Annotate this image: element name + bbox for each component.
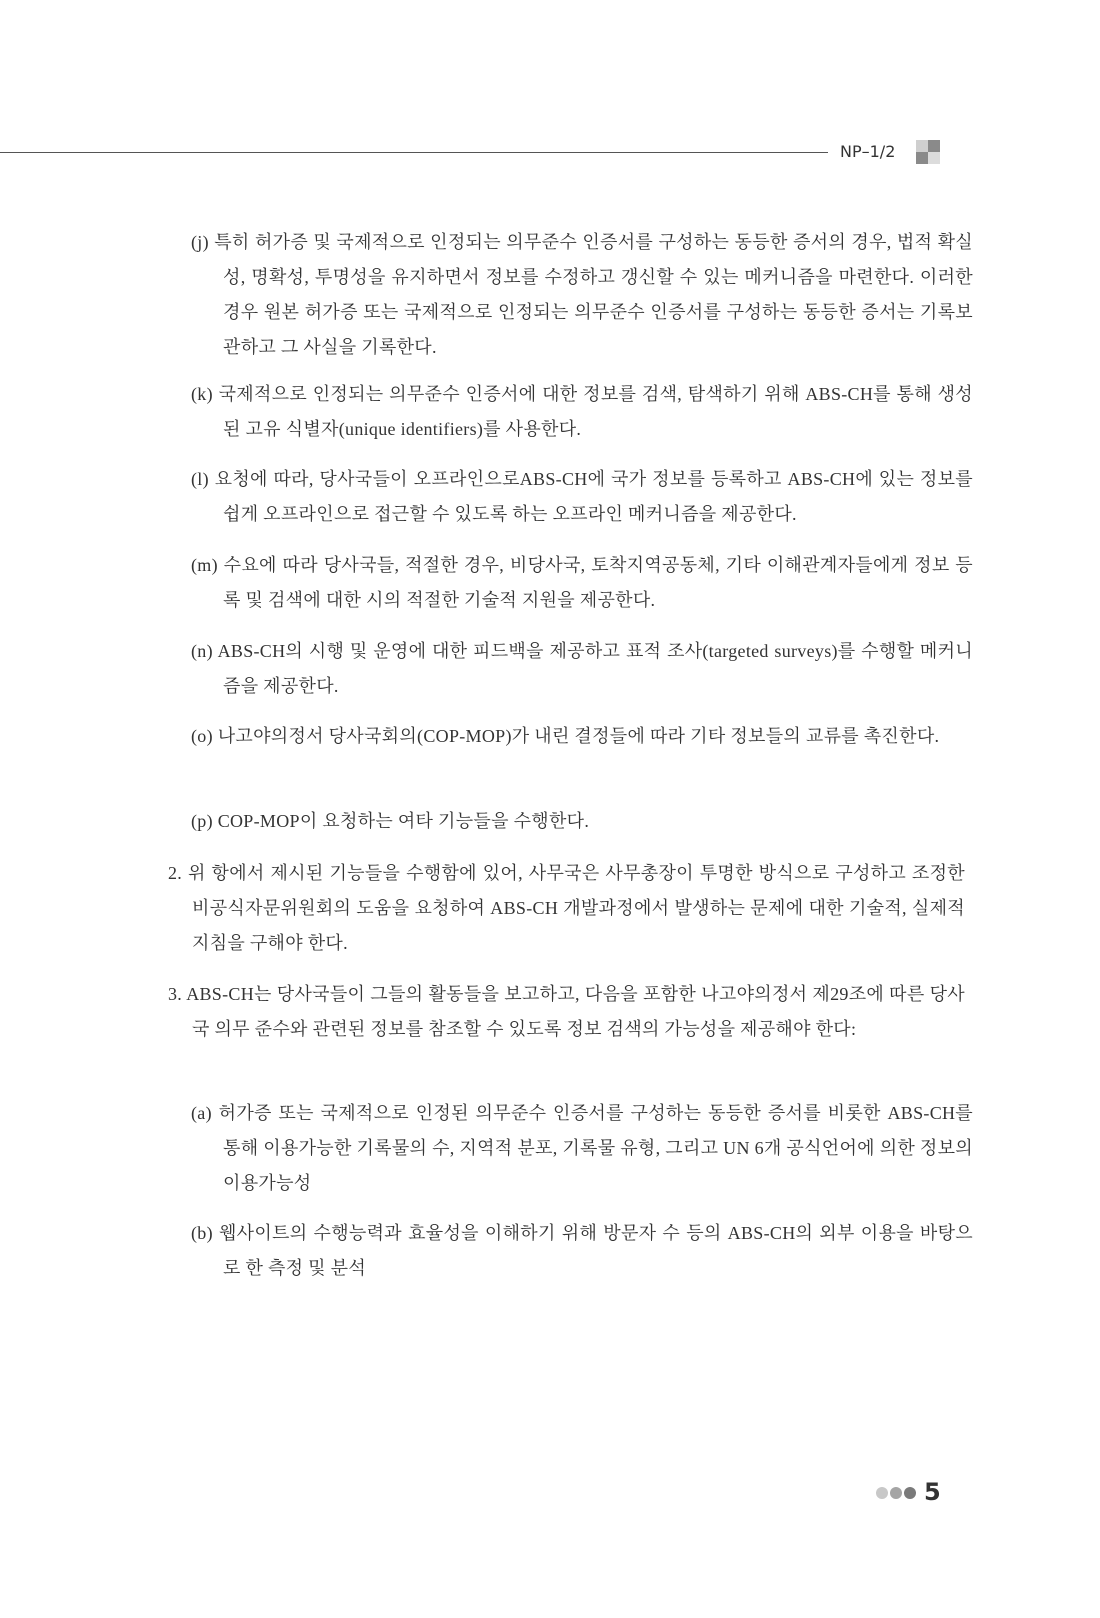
page-number-group bbox=[876, 1474, 946, 1510]
clause-n: (n) ABS-CH의 시행 및 운영에 대한 피드백을 제공하고 표적 조사(targeted surveys)를 수행할 메커니즘을 제공한다. bbox=[191, 641, 973, 696]
document-code: NP–1/2 bbox=[840, 142, 896, 161]
clause-3a: (a) 허가증 또는 국제적으로 인정된 의무준수 인증서를 구성하는 동등한 증서를 비롯한 ABS-CH를 통해 이용가능한 기록물의 수, 지역적 분포, 기록물 유형, 그리고 UN 6개 공식언어에 의한 정보의 이용가능성 bbox=[191, 1103, 973, 1193]
clause-3b: (b) 웹사이트의 수행능력과 효율성을 이해하기 위해 방문자 수 등의 ABS-CH의 외부 이용을 바탕으로 한 측정 및 분석 bbox=[191, 1223, 973, 1278]
page-number: 5 bbox=[924, 1478, 941, 1506]
clause-o: (o) 나고야의정서 당사국회의(COP-MOP)가 내린 결정들에 따라 기타 정보들의 교류를 촉진한다. bbox=[191, 726, 940, 746]
footer-dot-icon bbox=[904, 1487, 916, 1499]
section-2: 2. 위 항에서 제시된 기능들을 수행함에 있어, 사무국은 사무총장이 투명한 방식으로 구성하고 조정한 비공식자문위원회의 도움을 요청하여 ABS-CH 개발과정에서 발생하는 문제에 대한 기술적, 실제적 지침을 구해야 한다. bbox=[168, 863, 965, 953]
clause-k: (k) 국제적으로 인정되는 의무준수 인증서에 대한 정보를 검색, 탐색하기 위해 ABS-CH를 통해 생성된 고유 식별자(unique identifiers)를 사용한다. bbox=[191, 384, 973, 439]
section-3: 3. ABS-CH는 당사국들이 그들의 활동들을 보고하고, 다음을 포함한 나고야의정서 제29조에 따른 당사국 의무 준수와 관련된 정보를 참조할 수 있도록 정보 검색의 가능성을 제공해야 한다: bbox=[168, 984, 965, 1039]
clause-m: (m) 수요에 따라 당사국들, 적절한 경우, 비당사국, 토착지역공동체, 기타 이해관계자들에게 정보 등록 및 검색에 대한 시의 적절한 기술적 지원을 제공한다. bbox=[191, 555, 973, 610]
clause-l: (l) 요청에 따라, 당사국들이 오프라인으로ABS-CH에 국가 정보를 등록하고 ABS-CH에 있는 정보를 쉽게 오프라인으로 접근할 수 있도록 하는 오프라인 메커니즘을 제공한다. bbox=[191, 469, 973, 524]
clause-j: (j) 특히 허가증 및 국제적으로 인정되는 의무준수 인증서를 구성하는 동등한 증서의 경우, 법적 확실성, 명확성, 투명성을 유지하면서 정보를 수정하고 갱신할 수 있는 메커니즘을 마련한다. 이러한 경우 원본 허가증 또는 국제적으로 인정되는 의무준수 인증서를 구성하는 동등한 증서는 기록보관하고 그 사실을 기록한다. bbox=[191, 232, 973, 357]
footer-dot-icon bbox=[876, 1487, 888, 1499]
footer-dot-icon bbox=[890, 1487, 902, 1499]
clause-p: (p) COP-MOP이 요청하는 여타 기능들을 수행한다. bbox=[191, 811, 590, 831]
